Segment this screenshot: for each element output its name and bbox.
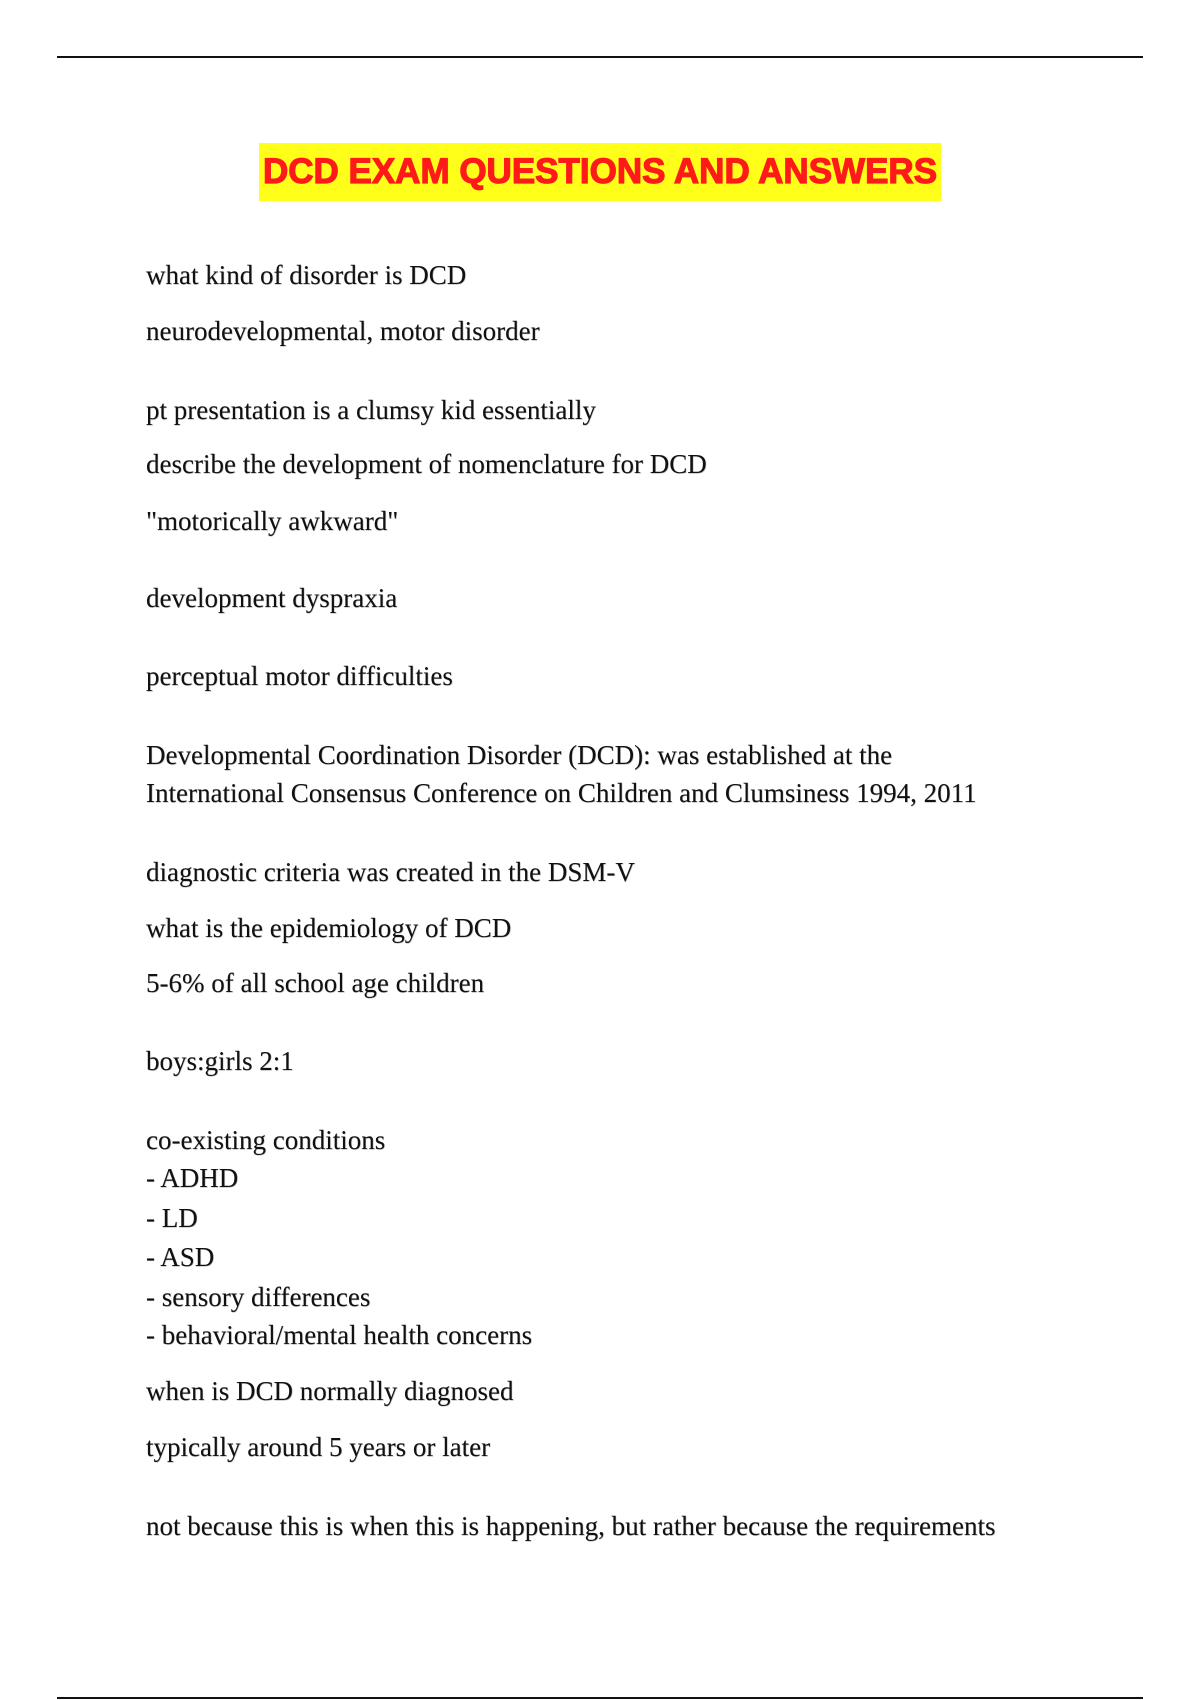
list-item: - sensory differences bbox=[146, 1282, 371, 1312]
list-item: - ADHD bbox=[146, 1163, 239, 1193]
question-line: what is the epidemiology of DCD bbox=[146, 913, 512, 943]
answer-line: perceptual motor difficulties bbox=[146, 661, 453, 691]
answer-line: boys:girls 2:1 bbox=[146, 1046, 294, 1076]
answer-line: pt presentation is a clumsy kid essentially bbox=[146, 395, 596, 425]
list-item: - LD bbox=[146, 1203, 198, 1233]
header-rule bbox=[57, 56, 1143, 58]
answer-line: "motorically awkward" bbox=[146, 506, 399, 536]
question-line: describe the development of nomenclature for DCD bbox=[146, 449, 707, 479]
answer-line: development dyspraxia bbox=[146, 583, 398, 613]
answer-line: typically around 5 years or later bbox=[146, 1432, 491, 1462]
title-container bbox=[0, 143, 1200, 201]
document-title: DCD EXAM QUESTIONS AND ANSWERS bbox=[259, 143, 941, 201]
answer-line: 5-6% of all school age children bbox=[146, 968, 485, 998]
answer-line: not because this is when this is happening, but rather because the requirements bbox=[146, 1511, 996, 1541]
answer-line: neurodevelopmental, motor disorder bbox=[146, 316, 540, 346]
question-line: co-existing conditions bbox=[146, 1125, 386, 1155]
footer-rule bbox=[57, 1697, 1143, 1699]
answer-line: International Consensus Conference on Children and Clumsiness 1994, 2011 bbox=[146, 778, 977, 808]
answer-line: diagnostic criteria was created in the DSM-V bbox=[146, 857, 635, 887]
question-line: when is DCD normally diagnosed bbox=[146, 1376, 514, 1406]
list-item: - ASD bbox=[146, 1242, 215, 1272]
list-item: - behavioral/mental health concerns bbox=[146, 1320, 533, 1350]
answer-line: Developmental Coordination Disorder (DCD): was established at the bbox=[146, 740, 893, 770]
question-line: what kind of disorder is DCD bbox=[146, 260, 467, 290]
